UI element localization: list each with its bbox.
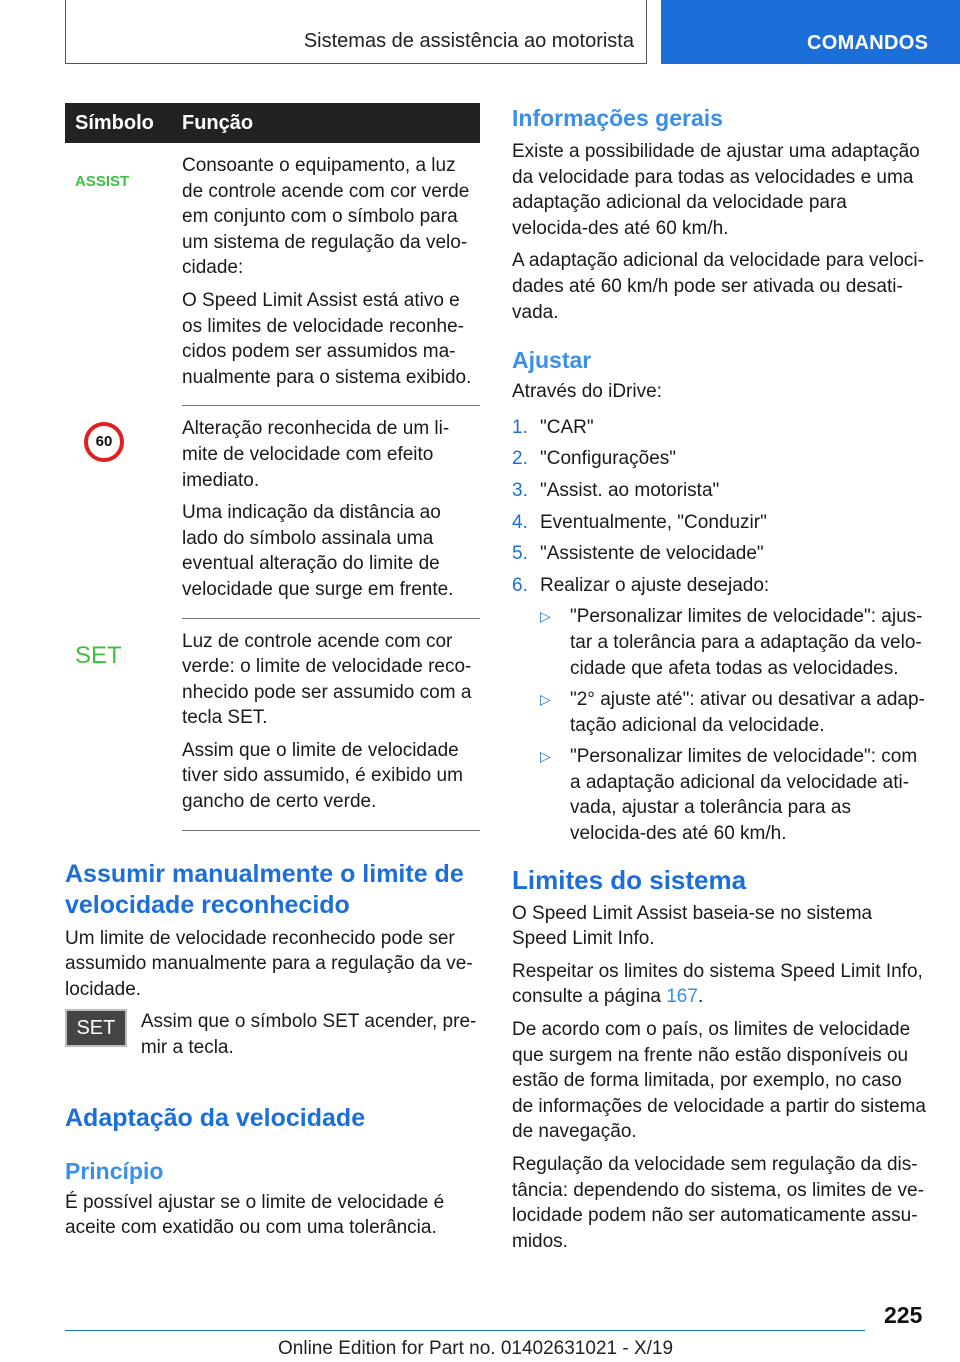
left-column bbox=[65, 103, 480, 1248]
set-instruction-text: Assim que o símbolo SET acender, pre-mir a tecla. bbox=[140, 1011, 477, 1059]
list-item: 3. "Assist. ao motorista" bbox=[512, 479, 720, 501]
header-chapter-title: COMANDOS bbox=[807, 32, 929, 54]
adapt-title: Adaptação da velocidade bbox=[65, 1103, 366, 1132]
row-text: O Speed Limit Assist está ativo e os limites de velocidade reconhe-cidos podem ser assumidos ma-nualmente para o sistema exibido. bbox=[182, 289, 472, 388]
manual-text: Um limite de velocidade reconhecido pode ser assumido manualmente para a regulação da ve-locidade. bbox=[65, 927, 473, 1000]
table-row bbox=[65, 406, 480, 618]
adjust-sub-options bbox=[540, 604, 927, 846]
list-item: 6. Realizar o ajuste desejado: bbox=[512, 574, 770, 596]
principle-title: Princípio bbox=[65, 1157, 164, 1184]
table-row bbox=[65, 143, 480, 406]
limits-p2: Respeitar os limites do sistema Speed Limit Info, consulte a página 167. bbox=[512, 960, 923, 1008]
list-item: 4. Eventualmente, "Conduzir" bbox=[512, 511, 767, 533]
manual-title: Assumir manualmente o limite de velocidade reconhecido bbox=[65, 859, 464, 919]
limits-p3: De acordo com o país, os limites de velocidade que surgem na frente não estão disponíveis ou estão de forma limitada, por exemplo, no caso de informações de velocidade a partir do sistema de navegação. bbox=[512, 1019, 927, 1143]
list-item: 5. "Assistente de velocidade" bbox=[512, 543, 764, 565]
limits-p4: Regulação da velocidade sem regulação da dis-tância: dependendo do sistema, os limites de ve-locidade podem não ser automaticamente assu-midos. bbox=[512, 1154, 924, 1252]
general-title: Informações gerais bbox=[512, 105, 723, 131]
speed-limit-sign-icon: 60 bbox=[84, 422, 124, 462]
header-chapter-tab bbox=[661, 0, 960, 64]
list-item: ▷ "2° ajuste até": ativar ou desativar a adap-tação adicional da velocidade. bbox=[540, 687, 927, 738]
set-symbol-icon: SET bbox=[75, 642, 122, 669]
adjust-steps bbox=[512, 415, 927, 599]
table-header-function: Função bbox=[182, 103, 480, 143]
list-item: ▷ "Personalizar limites de velocidade": ajus-tar a tolerância para a adaptação da velo-cidade que afeta todas as velocidades. bbox=[540, 604, 927, 681]
page-link[interactable]: 167 bbox=[666, 986, 698, 1008]
adjust-intro: Através do iDrive: bbox=[512, 381, 662, 403]
set-instruction bbox=[65, 1009, 480, 1060]
assist-symbol-icon: ASSIST bbox=[75, 173, 130, 190]
page-number: 225 bbox=[884, 1302, 923, 1328]
right-column bbox=[512, 103, 927, 1261]
list-item: 1. "CAR" bbox=[512, 416, 594, 438]
triangle-bullet-icon: ▷ bbox=[540, 608, 551, 625]
row-text: Luz de controle acende com cor verde: o limite de velocidade reco-nhecido pode ser assumido com a tecla SET. bbox=[182, 630, 472, 729]
table-header bbox=[65, 103, 480, 143]
limits-title: Limites do sistema bbox=[512, 864, 747, 895]
header-section-box bbox=[65, 0, 647, 64]
principle-text: É possível ajustar se o limite de velocidade é aceite com exatidão ou com uma tolerância. bbox=[65, 1191, 445, 1239]
table-row bbox=[65, 618, 480, 830]
triangle-bullet-icon: ▷ bbox=[540, 691, 551, 708]
row-text: Alteração reconhecida de um li-mite de velocidade com efeito imediato. bbox=[182, 418, 450, 491]
adjust-title: Ajustar bbox=[512, 347, 592, 374]
general-p1: Existe a possibilidade de ajustar uma adaptação da velocidade para todas as velocidades e uma adaptação adicional da velocidade para velocida-des até 60 km/h. bbox=[512, 141, 920, 239]
row-text: Consoante o equipamento, a luz de controle acende com cor verde em conjunto com o símbolo para um sistema de regulação da velo-cidade: bbox=[182, 155, 470, 279]
general-p2: A adaptação adicional da velocidade para veloci-dades até 60 km/h pode ser ativada ou desati-vada. bbox=[512, 250, 924, 323]
limits-p1: O Speed Limit Assist baseia-se no sistema Speed Limit Info. bbox=[512, 902, 873, 950]
triangle-bullet-icon: ▷ bbox=[540, 748, 551, 765]
row-text: Assim que o limite de velocidade tiver sido assumido, é exibido um gancho de certo verde. bbox=[182, 739, 463, 813]
set-button-icon: SET bbox=[65, 1009, 127, 1047]
header-section-title: Sistemas de assistência ao motorista bbox=[303, 30, 634, 52]
footer-text: Online Edition for Part no. 01402631021 - X/19 bbox=[278, 1338, 674, 1359]
row-text: Uma indicação da distância ao lado do símbolo assinala uma eventual alteração do limite de velocidade que surge em frente. bbox=[182, 502, 454, 600]
list-item: 2. "Configurações" bbox=[512, 448, 677, 470]
symbol-table bbox=[65, 103, 480, 831]
table-header-symbol: Símbolo bbox=[65, 103, 182, 143]
list-item: ▷ "Personalizar limites de velocidade": com a adaptação adicional da velocidade ati-vada, ajustar a tolerância para as velocida-des até 60 km/h. bbox=[540, 744, 927, 846]
footer-divider bbox=[65, 1330, 865, 1331]
